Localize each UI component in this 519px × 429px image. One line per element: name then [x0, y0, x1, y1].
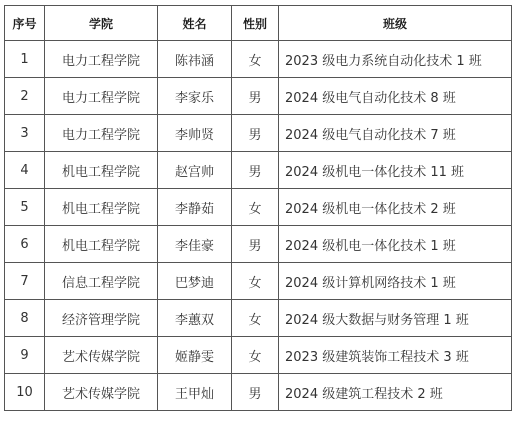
cell-no: 3 [5, 115, 45, 152]
cell-no: 1 [5, 41, 45, 78]
table-row [5, 263, 512, 300]
cell-gender: 女 [232, 41, 279, 78]
cell-college: 机电工程学院 [45, 152, 158, 189]
cell-college: 经济管理学院 [45, 300, 158, 337]
table-row [5, 374, 512, 411]
cell-no: 5 [5, 189, 45, 226]
cell-college: 电力工程学院 [45, 78, 158, 115]
cell-class: 2023 级建筑装饰工程技术 3 班 [279, 337, 512, 374]
cell-gender: 男 [232, 374, 279, 411]
cell-college: 艺术传媒学院 [45, 374, 158, 411]
cell-class: 2024 级机电一体化技术 2 班 [279, 189, 512, 226]
table-row [5, 41, 512, 78]
cell-name: 李蕙双 [158, 300, 232, 337]
cell-class: 2024 级大数据与财务管理 1 班 [279, 300, 512, 337]
table-row [5, 152, 512, 189]
cell-no: 9 [5, 337, 45, 374]
table-row [5, 226, 512, 263]
table-header [5, 6, 512, 41]
cell-gender: 女 [232, 263, 279, 300]
student-roster-table [4, 5, 512, 411]
cell-name: 李帅贤 [158, 115, 232, 152]
cell-no: 4 [5, 152, 45, 189]
table-row [5, 300, 512, 337]
cell-no: 10 [5, 374, 45, 411]
cell-no: 2 [5, 78, 45, 115]
cell-class: 2024 级电气自动化技术 8 班 [279, 78, 512, 115]
cell-name: 王甲灿 [158, 374, 232, 411]
cell-college: 艺术传媒学院 [45, 337, 158, 374]
header-no: 序号 [5, 6, 45, 41]
cell-class: 2023 级电力系统自动化技术 1 班 [279, 41, 512, 78]
cell-gender: 男 [232, 78, 279, 115]
cell-college: 电力工程学院 [45, 115, 158, 152]
cell-gender: 男 [232, 152, 279, 189]
table-row [5, 115, 512, 152]
cell-class: 2024 级建筑工程技术 2 班 [279, 374, 512, 411]
cell-gender: 女 [232, 337, 279, 374]
cell-name: 赵宫帅 [158, 152, 232, 189]
cell-class: 2024 级电气自动化技术 7 班 [279, 115, 512, 152]
cell-name: 李家乐 [158, 78, 232, 115]
table-row [5, 78, 512, 115]
cell-college: 电力工程学院 [45, 41, 158, 78]
header-class: 班级 [279, 6, 512, 41]
cell-class: 2024 级计算机网络技术 1 班 [279, 263, 512, 300]
cell-gender: 男 [232, 226, 279, 263]
header-gender: 性别 [232, 6, 279, 41]
table-row [5, 337, 512, 374]
cell-class: 2024 级机电一体化技术 1 班 [279, 226, 512, 263]
table-body [5, 41, 512, 411]
header-name: 姓名 [158, 6, 232, 41]
cell-gender: 男 [232, 115, 279, 152]
cell-name: 李佳豪 [158, 226, 232, 263]
cell-name: 巴梦迪 [158, 263, 232, 300]
cell-no: 6 [5, 226, 45, 263]
cell-name: 陈祎涵 [158, 41, 232, 78]
header-college: 学院 [45, 6, 158, 41]
header-row [5, 6, 512, 41]
cell-college: 信息工程学院 [45, 263, 158, 300]
cell-gender: 女 [232, 300, 279, 337]
cell-college: 机电工程学院 [45, 226, 158, 263]
cell-class: 2024 级机电一体化技术 11 班 [279, 152, 512, 189]
cell-no: 7 [5, 263, 45, 300]
cell-no: 8 [5, 300, 45, 337]
cell-name: 李静茹 [158, 189, 232, 226]
cell-gender: 女 [232, 189, 279, 226]
cell-name: 姬静雯 [158, 337, 232, 374]
table-row [5, 189, 512, 226]
cell-college: 机电工程学院 [45, 189, 158, 226]
